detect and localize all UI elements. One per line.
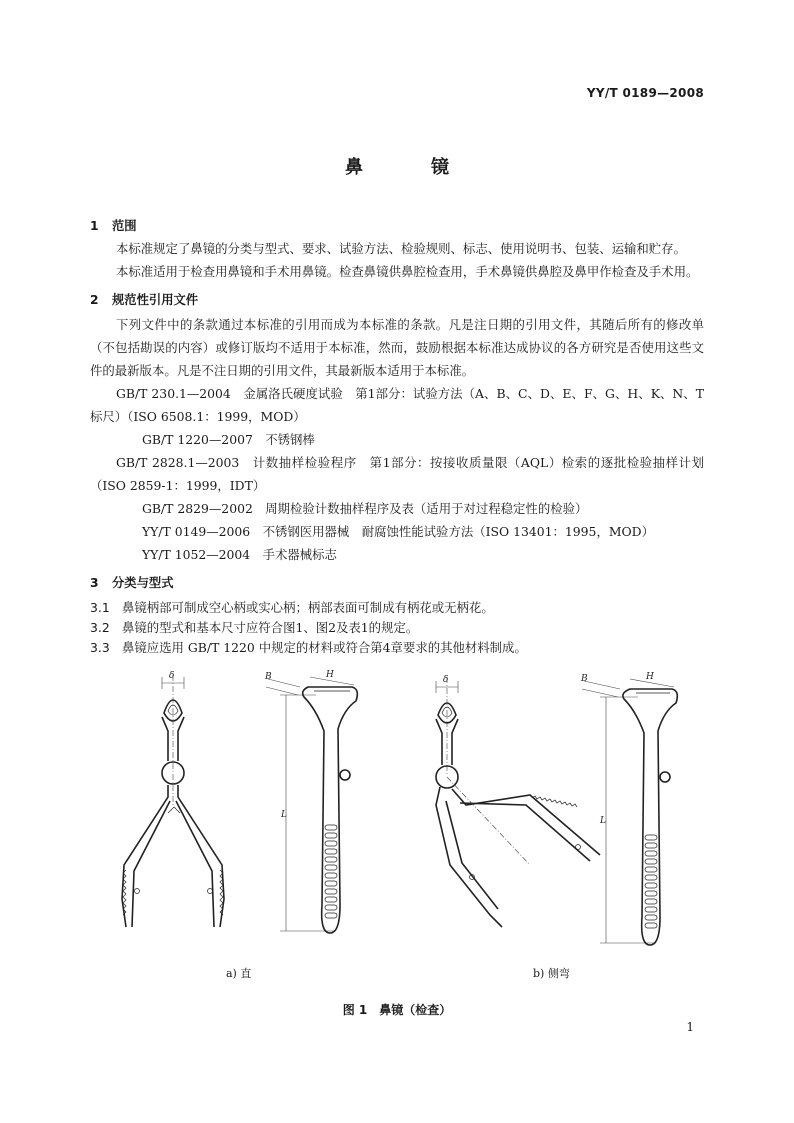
reference-item <box>90 543 704 566</box>
dim-label-h: H <box>326 670 334 680</box>
clause-number: 3.2 <box>90 620 110 635</box>
speculum-bent-front-view <box>436 675 600 927</box>
dim-label-b: B <box>265 672 272 682</box>
section-1-paragraph-1: 本标准规定了鼻镜的分类与型式、要求、试验方法、检验规则、标志、使用说明书、包装、运输和贮存。 <box>116 241 686 256</box>
section-title: 范围 <box>112 219 137 233</box>
dim-label-l-b: L <box>600 816 606 826</box>
reference-title: 计数抽样检验程序 第1部分：按接收质量限（AQL）检索的逐批检验抽样计划（ISO 2859-1：1999，IDT） <box>90 455 704 493</box>
reference-code: GB/T 1220—2007 <box>142 432 253 447</box>
reference-code: GB/T 2829—2002 <box>142 501 253 516</box>
reference-title: 不锈钢医用器械 耐腐蚀性能试验方法（ISO 13401：1995，MOD） <box>262 524 655 539</box>
reference-title: 金属洛氏硬度试验 第1部分：试验方法（A、B、C、D、E、F、G、H、K、N、T 标尺）（ISO 6508.1：1999，MOD） <box>90 386 705 424</box>
speculum-bent-side-view <box>580 672 677 945</box>
reference-code: YY/T 1052—2004 <box>142 547 251 562</box>
reference-item <box>90 520 704 543</box>
figure-caption: 图 1 鼻镜（检查） <box>342 1003 452 1017</box>
section-3-heading <box>90 572 704 594</box>
section-2-intro: 下列文件中的条款通过本标准的引用而成为本标准的条款。凡是注日期的引用文件，其随后所有的修改单（不包括勘误的内容）或修订版均不适用于本标准，然而，鼓励根据本标准达成协议的各方研究是否使用这些文件的最新版本。凡是不注日期的引用文件，其最新版本适用于本标准。 <box>90 317 704 378</box>
section-number: 3 <box>90 576 99 590</box>
clause-text: 鼻镜的型式和基本尺寸应符合图1、图2及表1的规定。 <box>122 620 419 635</box>
clause-item <box>90 638 704 658</box>
reference-item <box>90 451 704 497</box>
title-char-1: 鼻 <box>345 157 363 178</box>
document-body <box>90 215 704 658</box>
reference-code: GB/T 2828.1—2003 <box>116 455 240 470</box>
page-title <box>0 153 794 179</box>
reference-item <box>90 382 704 428</box>
reference-title: 手术器械标志 <box>262 547 337 562</box>
dim-label-b-b: B <box>581 674 588 684</box>
reference-item <box>90 428 704 451</box>
clause-number: 3.1 <box>90 600 110 615</box>
standard-number: YY/T 0189—2008 <box>586 86 704 100</box>
reference-code: YY/T 0149—2006 <box>142 524 251 539</box>
reference-code: GB/T 230.1—2004 <box>116 386 231 401</box>
section-number: 1 <box>90 219 99 233</box>
dim-label-l: L <box>281 810 287 820</box>
figure-subcaption-a: a) 直 <box>226 967 252 980</box>
section-2-heading <box>90 289 704 311</box>
section-1-paragraph-2: 本标准适用于检查用鼻镜和手术用鼻镜。检查鼻镜供鼻腔检查用，手术鼻镜供鼻腔及鼻甲作检查及手术用。 <box>116 264 699 279</box>
dim-label-delta: δ <box>169 671 175 681</box>
section-title: 规范性引用文件 <box>112 293 199 307</box>
figure-1-drawing <box>90 665 710 965</box>
clause-item <box>90 598 704 618</box>
page-number: 1 <box>686 1020 694 1034</box>
figure-subcaption-b: b) 侧弯 <box>533 967 570 980</box>
title-char-2: 镜 <box>431 157 449 178</box>
section-1-heading <box>90 215 704 237</box>
dim-label-delta-b: δ <box>443 675 449 685</box>
section-number: 2 <box>90 293 99 307</box>
reference-title: 不锈钢棒 <box>265 432 315 447</box>
dim-label-h-b: H <box>646 672 654 682</box>
reference-title: 周期检验计数抽样程序及表（适用于对过程稳定性的检验） <box>265 501 588 516</box>
clause-text: 鼻镜应选用 GB/T 1220 中规定的材料或符合第4章要求的其他材料制成。 <box>122 640 527 655</box>
clause-number: 3.3 <box>90 640 110 655</box>
speculum-straight-front-view <box>122 671 224 927</box>
reference-item <box>90 497 704 520</box>
section-title: 分类与型式 <box>112 576 174 590</box>
speculum-straight-side-view <box>264 670 357 933</box>
clause-text: 鼻镜柄部可制成空心柄或实心柄；柄部表面可制成有柄花或无柄花。 <box>122 600 494 615</box>
clause-item <box>90 618 704 638</box>
